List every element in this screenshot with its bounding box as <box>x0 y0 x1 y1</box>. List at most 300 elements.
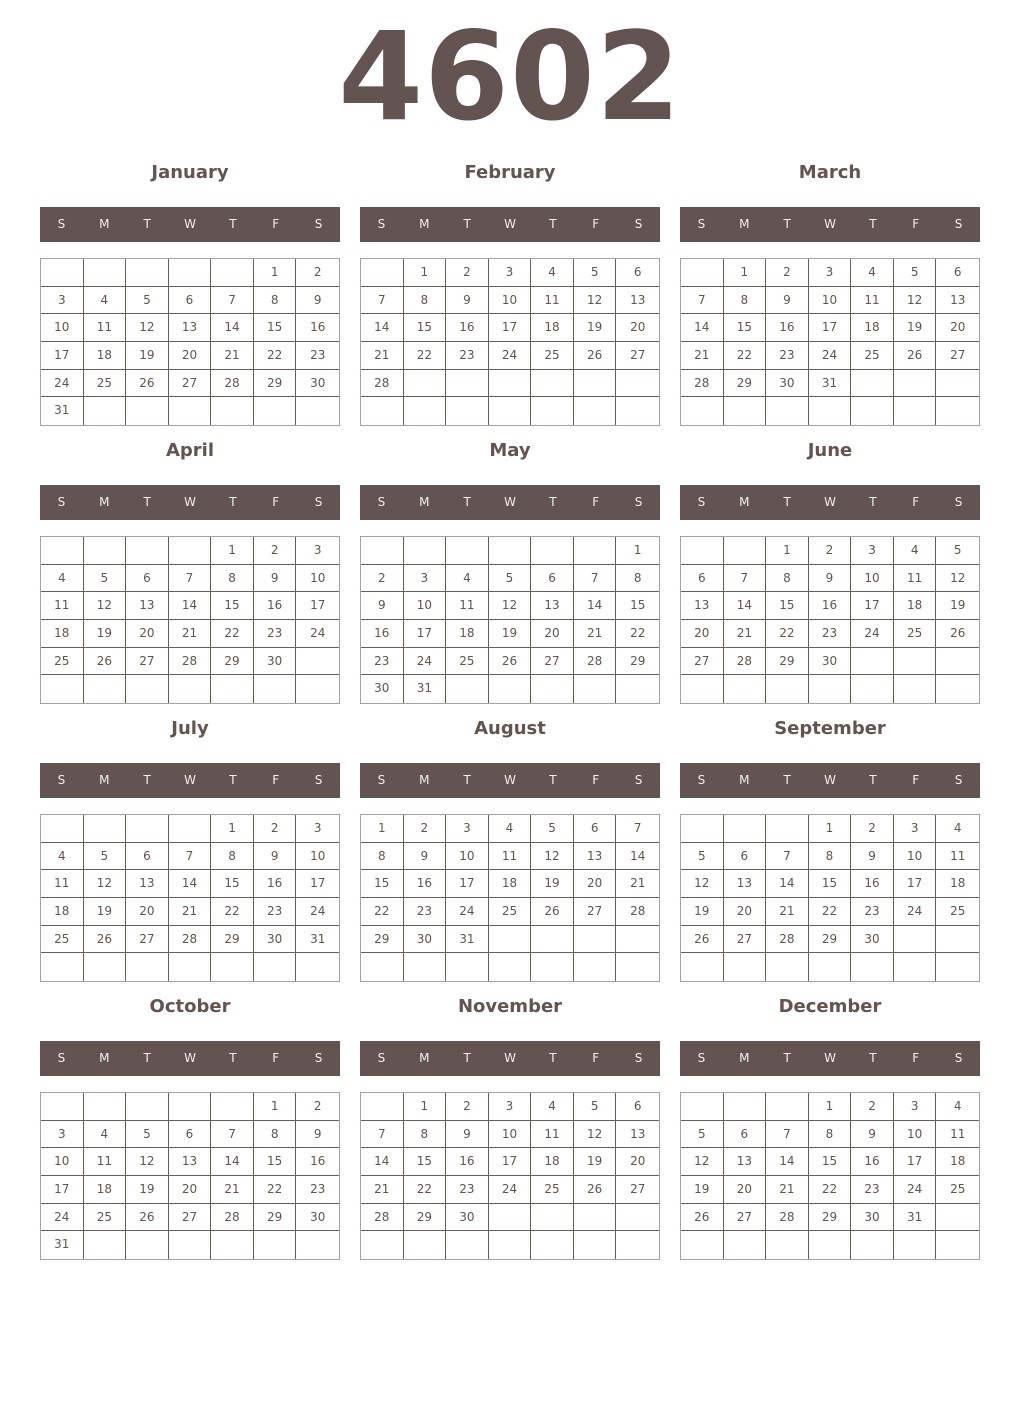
day-cell: 8 <box>404 287 447 315</box>
weekday-header <box>360 207 660 242</box>
day-cell: 26 <box>126 370 169 398</box>
day-cell <box>489 397 532 425</box>
day-cell: 29 <box>809 1204 852 1232</box>
weekday-label: T <box>463 217 471 231</box>
day-cell: 24 <box>41 370 84 398</box>
day-cell: 1 <box>616 537 659 565</box>
weekday-label: W <box>504 217 516 231</box>
day-cell: 13 <box>126 592 169 620</box>
day-cell: 15 <box>616 592 659 620</box>
day-cell: 4 <box>84 1121 127 1149</box>
day-cell <box>616 370 659 398</box>
weekday-label: T <box>869 495 877 509</box>
day-cell <box>84 397 127 425</box>
day-cell <box>361 259 404 287</box>
day-cell: 14 <box>766 870 809 898</box>
day-cell: 1 <box>809 1093 852 1121</box>
day-cell: 19 <box>681 898 724 926</box>
day-cell: 9 <box>446 287 489 315</box>
day-cell <box>361 1093 404 1121</box>
day-cell: 21 <box>169 898 212 926</box>
day-cell <box>724 1231 767 1259</box>
day-cell <box>574 1231 617 1259</box>
day-cell: 12 <box>574 1121 617 1149</box>
day-cell: 20 <box>169 342 212 370</box>
day-cell: 10 <box>894 1121 937 1149</box>
month-title: January <box>151 162 229 183</box>
day-cell <box>894 370 937 398</box>
day-cell: 20 <box>169 1176 212 1204</box>
weekday-label: S <box>954 217 963 231</box>
day-cell <box>574 1204 617 1232</box>
day-cell: 7 <box>681 287 724 315</box>
day-cell: 11 <box>446 592 489 620</box>
day-cell <box>489 370 532 398</box>
day-cell: 4 <box>41 843 84 871</box>
month-title: May <box>489 440 531 461</box>
day-cell <box>681 815 724 843</box>
day-cell: 15 <box>254 1148 297 1176</box>
day-cell: 27 <box>126 926 169 954</box>
day-cell: 17 <box>41 1176 84 1204</box>
weekday-label: W <box>184 495 196 509</box>
day-cell: 29 <box>361 926 404 954</box>
day-cell <box>766 397 809 425</box>
day-cell: 6 <box>616 1093 659 1121</box>
day-cell: 19 <box>574 314 617 342</box>
day-cell <box>936 1231 979 1259</box>
day-cell <box>724 953 767 981</box>
month-title: July <box>171 718 209 739</box>
weekday-label: W <box>184 1051 196 1065</box>
weekday-label: S <box>57 1051 66 1065</box>
day-cell: 23 <box>404 898 447 926</box>
day-grid <box>680 814 980 982</box>
day-cell: 4 <box>531 1093 574 1121</box>
day-cell: 31 <box>894 1204 937 1232</box>
day-cell <box>681 953 724 981</box>
day-cell: 23 <box>254 898 297 926</box>
weekday-label: T <box>143 217 151 231</box>
day-cell <box>681 1231 724 1259</box>
day-cell <box>84 1093 127 1121</box>
weekday-label: F <box>272 495 280 509</box>
day-cell: 14 <box>211 1148 254 1176</box>
day-cell: 26 <box>84 926 127 954</box>
day-cell <box>296 648 339 676</box>
day-cell: 31 <box>446 926 489 954</box>
day-cell: 27 <box>169 1204 212 1232</box>
day-cell <box>126 815 169 843</box>
day-cell: 2 <box>296 1093 339 1121</box>
day-cell: 17 <box>446 870 489 898</box>
day-cell: 30 <box>296 1204 339 1232</box>
weekday-label: T <box>869 773 877 787</box>
day-cell: 5 <box>894 259 937 287</box>
day-cell: 21 <box>169 620 212 648</box>
day-cell: 25 <box>894 620 937 648</box>
weekday-label: T <box>229 773 237 787</box>
day-cell: 2 <box>404 815 447 843</box>
day-cell <box>126 1231 169 1259</box>
day-grid <box>40 1092 340 1260</box>
weekday-label: W <box>504 495 516 509</box>
day-cell: 20 <box>531 620 574 648</box>
weekday-label: W <box>184 217 196 231</box>
day-cell <box>41 259 84 287</box>
weekday-label: M <box>419 495 430 509</box>
weekday-label: M <box>739 1051 750 1065</box>
day-cell: 14 <box>361 1148 404 1176</box>
weekday-label: M <box>739 495 750 509</box>
day-cell: 7 <box>361 287 404 315</box>
day-cell: 29 <box>211 648 254 676</box>
day-cell <box>404 397 447 425</box>
day-cell <box>296 675 339 703</box>
day-cell: 6 <box>724 1121 767 1149</box>
day-cell <box>616 953 659 981</box>
day-cell: 13 <box>936 287 979 315</box>
day-cell: 22 <box>809 1176 852 1204</box>
day-cell: 14 <box>766 1148 809 1176</box>
day-cell: 28 <box>211 1204 254 1232</box>
day-cell <box>169 397 212 425</box>
day-cell: 20 <box>616 1148 659 1176</box>
day-cell: 20 <box>126 620 169 648</box>
day-cell: 23 <box>851 898 894 926</box>
weekday-header <box>40 485 340 520</box>
day-cell: 16 <box>446 314 489 342</box>
weekday-label: S <box>954 495 963 509</box>
day-cell <box>681 259 724 287</box>
day-cell: 27 <box>531 648 574 676</box>
day-cell: 8 <box>211 843 254 871</box>
day-cell: 7 <box>169 565 212 593</box>
day-cell: 31 <box>404 675 447 703</box>
day-cell <box>574 953 617 981</box>
day-cell: 9 <box>254 565 297 593</box>
day-cell: 18 <box>936 1148 979 1176</box>
day-cell: 13 <box>616 1121 659 1149</box>
day-cell: 19 <box>936 592 979 620</box>
weekday-header <box>680 763 980 798</box>
month-title: March <box>798 162 862 183</box>
day-cell: 7 <box>766 1121 809 1149</box>
day-cell: 4 <box>531 259 574 287</box>
day-cell: 13 <box>724 870 767 898</box>
day-cell: 18 <box>84 342 127 370</box>
day-cell: 22 <box>809 898 852 926</box>
day-cell: 2 <box>254 815 297 843</box>
day-cell: 26 <box>574 342 617 370</box>
day-cell: 15 <box>254 314 297 342</box>
day-cell: 5 <box>489 565 532 593</box>
weekday-header <box>360 1041 660 1076</box>
day-cell: 30 <box>254 648 297 676</box>
weekday-label: T <box>869 1051 877 1065</box>
day-cell: 13 <box>531 592 574 620</box>
day-grid <box>360 258 660 426</box>
day-cell: 12 <box>531 843 574 871</box>
day-cell: 21 <box>724 620 767 648</box>
weekday-label: F <box>272 773 280 787</box>
day-cell: 28 <box>361 370 404 398</box>
day-grid <box>360 1092 660 1260</box>
day-cell: 13 <box>681 592 724 620</box>
day-cell: 24 <box>404 648 447 676</box>
day-cell: 18 <box>41 620 84 648</box>
weekday-label: T <box>229 217 237 231</box>
day-cell <box>809 675 852 703</box>
day-cell: 18 <box>851 314 894 342</box>
day-cell <box>936 370 979 398</box>
day-cell: 6 <box>169 287 212 315</box>
day-cell: 27 <box>616 342 659 370</box>
day-cell: 12 <box>489 592 532 620</box>
weekday-label: F <box>912 773 920 787</box>
day-cell: 23 <box>296 1176 339 1204</box>
weekday-label: T <box>463 495 471 509</box>
weekday-label: W <box>504 1051 516 1065</box>
weekday-label: T <box>783 495 791 509</box>
weekday-label: S <box>634 495 643 509</box>
day-cell: 15 <box>404 1148 447 1176</box>
day-cell <box>361 537 404 565</box>
day-cell: 16 <box>254 870 297 898</box>
day-cell: 5 <box>681 843 724 871</box>
day-cell: 13 <box>574 843 617 871</box>
weekday-label: S <box>954 1051 963 1065</box>
month-title: November <box>457 996 563 1017</box>
day-cell: 28 <box>766 926 809 954</box>
weekday-label: T <box>783 773 791 787</box>
day-cell: 25 <box>84 370 127 398</box>
weekday-header <box>680 207 980 242</box>
day-cell: 23 <box>361 648 404 676</box>
day-cell: 25 <box>489 898 532 926</box>
day-cell: 7 <box>766 843 809 871</box>
day-cell: 26 <box>531 898 574 926</box>
day-cell: 6 <box>169 1121 212 1149</box>
day-cell <box>211 1093 254 1121</box>
day-cell <box>681 675 724 703</box>
day-cell: 11 <box>894 565 937 593</box>
weekday-label: F <box>592 1051 600 1065</box>
weekday-label: M <box>99 1051 110 1065</box>
day-cell: 9 <box>851 1121 894 1149</box>
day-cell: 14 <box>361 314 404 342</box>
day-cell <box>724 815 767 843</box>
day-cell: 15 <box>724 314 767 342</box>
weekday-label: S <box>314 495 323 509</box>
day-cell: 16 <box>766 314 809 342</box>
day-cell: 12 <box>126 1148 169 1176</box>
day-cell: 1 <box>254 259 297 287</box>
day-cell: 24 <box>489 1176 532 1204</box>
day-cell: 9 <box>296 1121 339 1149</box>
day-cell: 8 <box>616 565 659 593</box>
weekday-label: S <box>314 217 323 231</box>
day-cell: 24 <box>894 1176 937 1204</box>
weekday-label: S <box>57 495 66 509</box>
weekday-label: T <box>143 773 151 787</box>
day-cell: 29 <box>616 648 659 676</box>
day-cell <box>84 953 127 981</box>
day-cell <box>41 675 84 703</box>
weekday-label: S <box>57 773 66 787</box>
month-title: December <box>778 996 882 1017</box>
weekday-header <box>360 763 660 798</box>
day-cell: 17 <box>894 1148 937 1176</box>
day-cell: 31 <box>41 1231 84 1259</box>
day-cell <box>574 397 617 425</box>
day-cell: 17 <box>296 592 339 620</box>
day-cell: 11 <box>489 843 532 871</box>
day-grid <box>680 258 980 426</box>
weekday-label: M <box>739 773 750 787</box>
day-cell <box>724 675 767 703</box>
day-cell: 12 <box>126 314 169 342</box>
day-cell <box>531 537 574 565</box>
day-cell: 3 <box>296 537 339 565</box>
weekday-label: T <box>783 1051 791 1065</box>
day-cell: 23 <box>296 342 339 370</box>
weekday-label: M <box>99 773 110 787</box>
day-cell: 10 <box>41 1148 84 1176</box>
day-cell: 21 <box>766 898 809 926</box>
weekday-label: S <box>377 773 386 787</box>
day-cell: 3 <box>489 259 532 287</box>
day-cell <box>84 675 127 703</box>
day-cell <box>211 675 254 703</box>
day-cell: 21 <box>766 1176 809 1204</box>
day-cell <box>446 397 489 425</box>
day-cell: 1 <box>211 537 254 565</box>
weekday-label: F <box>912 1051 920 1065</box>
day-cell: 14 <box>574 592 617 620</box>
day-cell: 16 <box>361 620 404 648</box>
day-cell: 8 <box>211 565 254 593</box>
day-cell: 12 <box>681 870 724 898</box>
day-cell: 25 <box>531 1176 574 1204</box>
day-cell: 7 <box>211 287 254 315</box>
weekday-label: T <box>463 773 471 787</box>
day-cell <box>531 397 574 425</box>
day-cell <box>894 397 937 425</box>
day-cell: 3 <box>809 259 852 287</box>
day-cell: 26 <box>574 1176 617 1204</box>
day-cell: 3 <box>296 815 339 843</box>
day-cell <box>169 1231 212 1259</box>
day-cell: 8 <box>724 287 767 315</box>
day-grid <box>680 536 980 704</box>
weekday-label: F <box>592 217 600 231</box>
weekday-label: S <box>954 773 963 787</box>
day-cell: 7 <box>169 843 212 871</box>
day-cell <box>404 537 447 565</box>
day-cell: 20 <box>616 314 659 342</box>
day-cell: 25 <box>531 342 574 370</box>
day-cell <box>851 675 894 703</box>
weekday-label: S <box>634 217 643 231</box>
day-cell: 24 <box>296 620 339 648</box>
day-cell: 10 <box>894 843 937 871</box>
day-cell: 12 <box>894 287 937 315</box>
day-cell: 27 <box>724 926 767 954</box>
day-cell <box>574 926 617 954</box>
day-cell: 25 <box>446 648 489 676</box>
day-cell: 1 <box>211 815 254 843</box>
day-cell <box>766 815 809 843</box>
weekday-label: W <box>824 1051 836 1065</box>
day-cell: 22 <box>724 342 767 370</box>
day-cell: 21 <box>211 1176 254 1204</box>
weekday-header <box>40 207 340 242</box>
day-grid <box>40 258 340 426</box>
day-cell <box>936 397 979 425</box>
day-cell: 30 <box>766 370 809 398</box>
day-cell: 5 <box>681 1121 724 1149</box>
day-cell <box>766 675 809 703</box>
month-title: June <box>807 440 853 461</box>
day-cell <box>809 953 852 981</box>
day-cell: 23 <box>254 620 297 648</box>
day-cell <box>724 537 767 565</box>
day-cell: 5 <box>531 815 574 843</box>
day-cell: 4 <box>446 565 489 593</box>
day-cell: 10 <box>296 565 339 593</box>
day-cell: 12 <box>936 565 979 593</box>
day-cell <box>809 1231 852 1259</box>
day-cell: 3 <box>41 1121 84 1149</box>
day-cell <box>84 1231 127 1259</box>
day-cell: 28 <box>574 648 617 676</box>
day-cell: 4 <box>936 815 979 843</box>
day-cell: 1 <box>254 1093 297 1121</box>
weekday-label: T <box>869 217 877 231</box>
day-cell <box>531 675 574 703</box>
day-cell <box>616 926 659 954</box>
day-cell: 16 <box>404 870 447 898</box>
day-cell: 20 <box>936 314 979 342</box>
day-cell: 4 <box>41 565 84 593</box>
day-cell <box>616 675 659 703</box>
day-cell: 7 <box>361 1121 404 1149</box>
day-cell: 10 <box>851 565 894 593</box>
day-cell: 25 <box>851 342 894 370</box>
month-title: October <box>149 996 231 1017</box>
day-cell: 17 <box>296 870 339 898</box>
day-cell <box>574 370 617 398</box>
day-cell <box>616 1231 659 1259</box>
day-cell <box>531 953 574 981</box>
day-cell: 30 <box>851 1204 894 1232</box>
day-cell: 27 <box>169 370 212 398</box>
day-cell: 19 <box>126 1176 169 1204</box>
day-cell: 6 <box>126 843 169 871</box>
day-cell <box>126 397 169 425</box>
day-cell <box>681 1093 724 1121</box>
day-cell: 11 <box>936 843 979 871</box>
day-cell: 9 <box>254 843 297 871</box>
weekday-label: S <box>314 1051 323 1065</box>
day-cell <box>446 953 489 981</box>
day-cell <box>126 1093 169 1121</box>
weekday-label: S <box>377 1051 386 1065</box>
day-cell: 14 <box>211 314 254 342</box>
day-cell <box>574 537 617 565</box>
day-grid <box>360 814 660 982</box>
